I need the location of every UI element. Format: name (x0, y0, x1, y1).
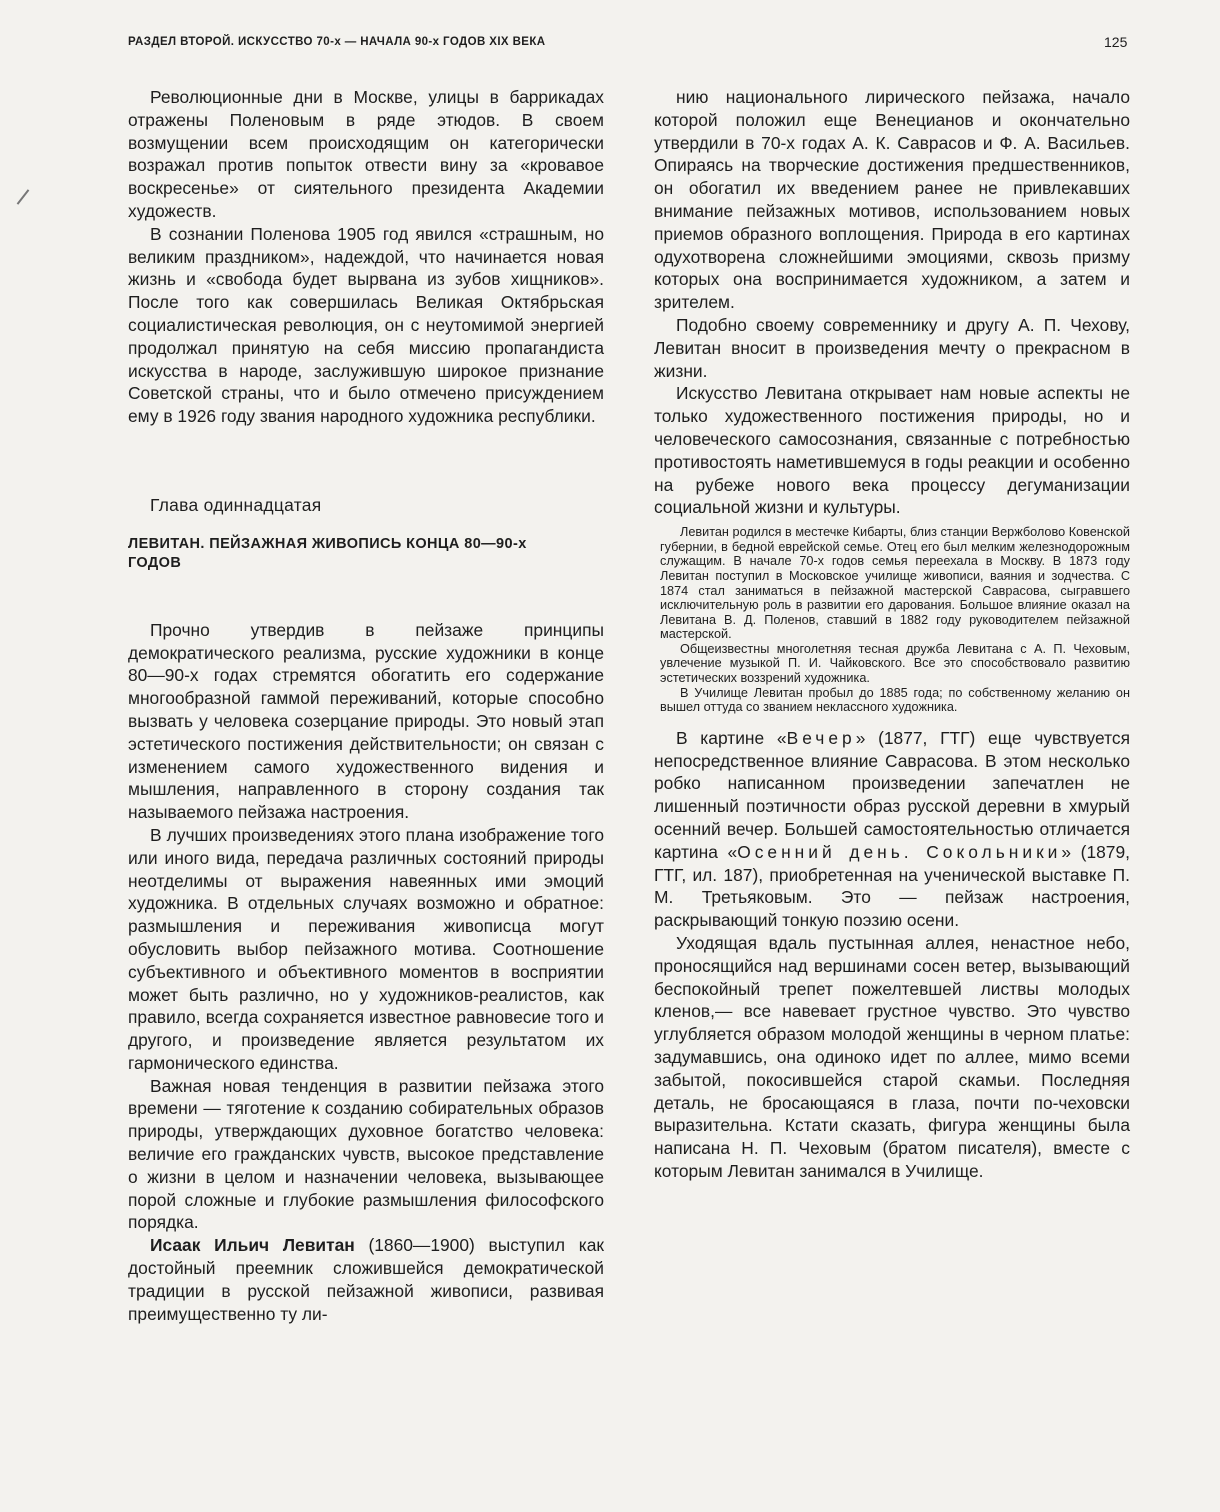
paragraph: В сознании Поленова 1905 год явился «страшным, но великим праздником», надеждой, что начинается новая жизнь и «свобода будет вырвана из зубов хищников». После того как совершилась Великая Октябрьская социалистическая революция, он с неутомимой энергией продолжал принятую на себя миссию пропагандиста искусства в народе, заслужившую широкое признание Советской страны, что и было отмечено присуждением ему в 1926 году звания народного художника республики. (128, 223, 604, 427)
chapter-label: Глава одиннадцатая (150, 494, 322, 515)
paragraph: В лучших произведениях этого плана изображение того или иного вида, передача различных состояний природы неотделимы от выражения навеянных ими эмоций художника. В отдельных случаях возможно и обратное: размышления и переживания живописца могут обусловить выбор пейзажного мотива. Соотношение субъективного и объективного моментов в восприятии может быть различно, но у художников-реалистов, как правило, всегда сохраняется известное равновесие того и другого, и произведение является результатом их гармонического единства. (128, 824, 604, 1073)
paragraph: нию национального лирического пейзажа, начало которой положил еще Венецианов и окончательно утвердили в 70-х годах А. К. Саврасов и Ф. А. Васильев. Опираясь на творческие достижения предшественников, он обогатил их введением ранее не привлекавших внимание пейзажных мотивов, использованием новых приемов образного воплощения. Природа в его картинах одухотворена сложнейшими эмоциями, сквозь призму которых она воспринимается художником, а затем и зрителем. (654, 87, 1130, 313)
paragraph: Уходящая вдаль пустынная аллея, ненастное небо, проносящийся над вершинами сосен ветер, вызывающий беспокойный трепет пожелтевшей листвы молодых кленов,— все навевает грустное чувство. Это чувство углубляется образом молодой женщины в черном платье: задумавшись, она одиноко идет по аллее, мимо всеми забытой, покосившейся старой скамьи. Последняя деталь, не бросающаяся в глаза, почти по-чеховски выразительна. Кстати сказать, фигура женщины была написана Н. П. Чеховым (братом писателя), вместе с которым Левитан занимался в Училище. (654, 933, 1130, 1181)
biography-note (654, 525, 1130, 715)
left-column (128, 86, 604, 1325)
pencil-mark (17, 189, 30, 204)
right-column (654, 86, 1130, 1183)
paragraph-text: » (1877, ГТГ) еще чувствуется непосредственное влияние Саврасова. В этом несколько робко написанном произведении запечатлен не лишенный поэтичности образ русской деревни в хмурый осенний вечер. Большей самостоятельностью отличается картина « (654, 727, 1130, 862)
paragraph (128, 1234, 604, 1325)
note-paragraph: Общеизвестны многолетняя тесная дружба Левитана с А. П. Чеховым, увлечение музыкой П. И. Чайковского. Все это способствовало развитию эстетических воззрений художника. (660, 641, 1130, 686)
paragraph: Подобно своему современнику и другу А. П. Чехову, Левитан вносит в произведения мечту о прекрасном в жизни. (654, 314, 1130, 381)
paragraph: Важная новая тенденция в развитии пейзажа этого времени — тяготение к созданию собирательных образов природы, утверждающих духовное богатство человека: величие его гражданских чувств, высокое представление о жизни в целом и назначении человека, вызывающее порой сложные и глубокие размышления философского порядка. (128, 1075, 604, 1233)
paragraph-text: В картине « (676, 727, 787, 748)
paragraph-text: » (1879, ГТГ, ил. 187), приобретенная на ученической выставке П. М. Третьяковым. Это — пейзаж настроения, раскрывающий тонкую поэзию осени. (654, 841, 1130, 931)
painting-title: Вечер (786, 727, 856, 748)
page-number: 125 (1104, 34, 1128, 50)
note-paragraph: Левитан родился в местечке Кибарты, близ станции Вержболово Ковенской губернии, в бедной еврейской семье. Отец его был мелким железнодорожным служащим. В начале 70-х годов семья переехала в Москву. В 1873 году Левитан поступил в Московское училище живописи, ваяния и зодчества. С 1874 стал заниматься в пейзажной мастерской Саврасова, сыгравшего исключительную роль в развитии его дарования. Большое влияние оказал на Левитана В. Д. Поленов, ставший в 1882 году руководителем пейзажной мастерской. (660, 525, 1130, 642)
paragraph: Прочно утвердив в пейзаже принципы демократического реализма, русские художники в конце 80—90-х годах стремятся обогатить его содержание многообразной гаммой переживаний, которые способно вызвать у человека созерцание природы. Это новый этап эстетического постижения действительности; он связан с изменением самого художественного видения и мышления, направленного в сторону создания так называемого пейзажа настроения. (128, 619, 604, 823)
running-head: РАЗДЕЛ ВТОРОЙ. ИСКУССТВО 70-х — НАЧАЛА 90-х ГОДОВ XIX ВЕКА (128, 36, 546, 48)
chapter-title: ЛЕВИТАН. ПЕЙЗАЖНАЯ ЖИВОПИСЬ КОНЦА 80—90-х ГОДОВ (128, 535, 527, 571)
paragraph: Искусство Левитана открывает нам новые аспекты не только художественного постижения природы, но и человеческого самосознания, связанные с потребностью противостоять наметившемуся в годы реакции и особенно на рубеже нового века процессу дегуманизации социальной жизни и культуры. (654, 383, 1130, 518)
paragraph (654, 727, 1130, 932)
artist-name: Исаак Ильич Левитан (150, 1235, 355, 1256)
painting-title: Осенний день. Сокольники (737, 841, 1062, 862)
note-paragraph: В Училище Левитан пробыл до 1885 года; по собственному желанию он вышел оттуда со званием неклассного художника. (660, 685, 1130, 715)
paragraph-text: (1860—1900) выступил как достойный преемник сложившейся демократической традиции в русской пейзажной живописи, развивая преимущественно ту ли- (128, 1235, 604, 1324)
paragraph: Революционные дни в Москве, улицы в баррикадах отражены Поленовым в ряде этюдов. В своем возмущении всем происходящим он категорически возражал против попыток отвести вину за «кровавое воскресенье» от сиятельного президента Академии художеств. (128, 87, 604, 221)
